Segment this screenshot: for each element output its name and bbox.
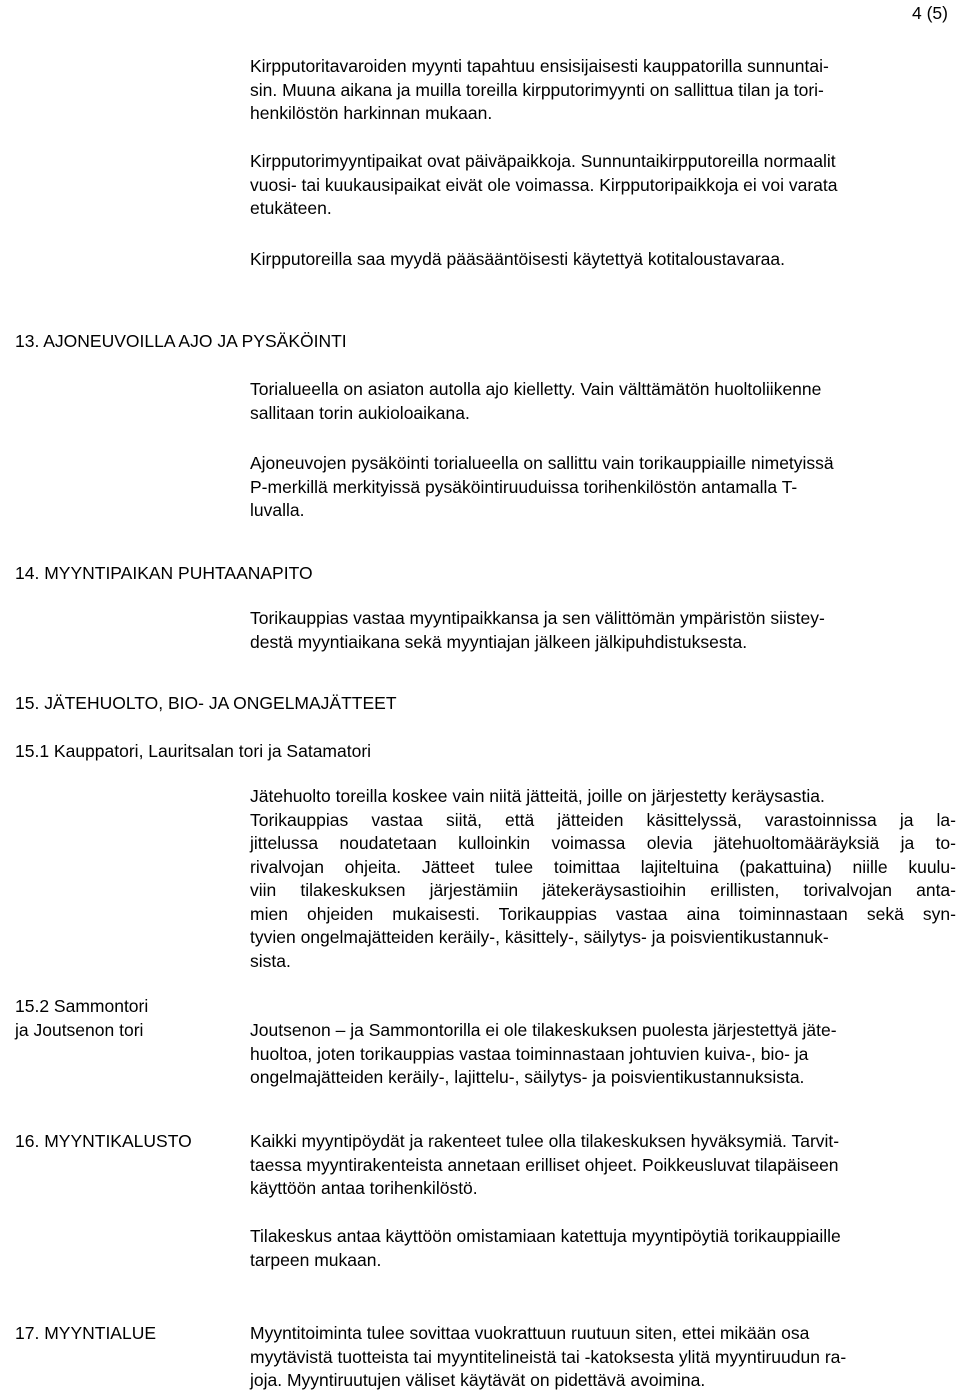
section-17-paragraph — [250, 1322, 950, 1393]
text-line: tarpeen mukaan. — [250, 1249, 382, 1270]
text-line: tyvien ongelmajätteiden keräily-, käsittely-, säilytys- ja poisvientikustannuk- — [250, 927, 829, 947]
text-line: sin. Muuna aikana ja muilla toreilla kirpputorimyynti on sallittua tilan ja tori- — [250, 79, 824, 100]
text-line: Joutsenon – ja Sammontorilla ei ole tilakeskuksen puolesta järjestettyä jäte- — [250, 1020, 837, 1040]
text-line: sallitaan torin aukioloaikana. — [250, 402, 470, 423]
text-line: sista. — [250, 950, 291, 971]
text-line: ja Joutsenon tori — [15, 1019, 144, 1040]
section-13-paragraph-1 — [250, 378, 950, 425]
text-line: etukäteen. — [250, 198, 332, 218]
text-line: Torikauppias vastaa myyntipaikkansa ja sen välittömän ympäristön siistey- — [250, 608, 825, 628]
text-line: käyttöön antaa torihenkilöstö. — [250, 1178, 478, 1198]
text-line: Kaikki myyntipöydät ja rakenteet tulee olla tilakeskuksen hyväksymiä. Tarvit- — [250, 1131, 840, 1151]
section-14-heading: 14. MYYNTIPAIKAN PUHTAANAPITO — [15, 563, 313, 583]
text-line: myytävistä tuotteista tai myyntitelineistä tai -katoksesta ylitä myyntiruudun ra- — [250, 1346, 847, 1367]
text-line: 15.2 Sammontori — [15, 996, 149, 1016]
intro-paragraph-1 — [250, 55, 945, 126]
section-15-2-paragraph — [250, 1019, 950, 1090]
text-line: destä myyntiaikana sekä myyntiajan jälkeen jälkipuhdistuksesta. — [250, 631, 748, 652]
page-number: 4 (5) — [912, 3, 948, 23]
text-line: Torialueella on asiaton autolla ajo kielletty. Vain välttämätön huoltoliikenne — [250, 379, 822, 399]
section-15-heading: 15. JÄTEHUOLTO, BIO- JA ONGELMAJÄTTEET — [15, 693, 397, 713]
text-line: vuosi- tai kuukausipaikat eivät ole voimassa. Kirpputoripaikkoja ei voi varata — [250, 174, 838, 195]
text-line: Jätehuolto toreilla koskee vain niitä jätteitä, joille on järjestetty keräysastia. — [250, 786, 825, 806]
section-15-2-heading — [15, 995, 235, 1042]
text-line: viin tilakeskuksen järjestämiin jätekeräysastioihin erillisten, torivalvojan anta- — [250, 880, 956, 900]
text-line: luvalla. — [250, 500, 305, 520]
section-13-paragraph-2 — [250, 452, 950, 523]
text-line: jittelussa noudatetaan kulloinkin voimassa olevia jätehuoltomääräyksiä ja to- — [250, 833, 956, 853]
text-line: Tilakeskus antaa käyttöön omistamiaan katettuja myyntipöytiä torikauppiaille — [250, 1226, 841, 1246]
section-17-heading: 17. MYYNTIALUE — [15, 1323, 157, 1343]
intro-paragraph-3 — [250, 248, 950, 272]
intro-paragraph-2 — [250, 150, 950, 221]
section-15-1-heading: 15.1 Kauppatori, Lauritsalan tori ja Satamatori — [15, 741, 372, 761]
section-16-heading: 16. MYYNTIKALUSTO — [15, 1131, 192, 1151]
text-line: mien ohjeiden mukaisesti. Torikauppias vastaa aina toiminnastaan sekä syn- — [250, 903, 956, 924]
text-line: henkilöstön harkinnan mukaan. — [250, 103, 493, 123]
text-line: joja. Myyntiruutujen väliset käytävät on pidettävä avoimina. — [250, 1370, 706, 1390]
section-14-paragraph-1 — [250, 607, 950, 654]
text-line: ongelmajätteiden keräily-, lajittelu-, säilytys- ja poisvientikustannuksista. — [250, 1067, 805, 1087]
text-line: Myyntitoiminta tulee sovittaa vuokrattuun ruutuun siten, ettei mikään osa — [250, 1323, 810, 1343]
text-line: Kirpputorimyyntipaikat ovat päiväpaikkoja. Sunnuntaikirpputoreilla normaalit — [250, 151, 836, 171]
text-line: Torikauppias vastaa siitä, että jätteiden käsittelyssä, varastoinnissa ja la- — [250, 809, 956, 830]
section-16-paragraph-1 — [250, 1130, 950, 1201]
section-13-heading: 13. AJONEUVOILLA AJO JA PYSÄKÖINTI — [15, 331, 347, 351]
text-line: Ajoneuvojen pysäköinti torialueella on sallittu vain torikauppiaille nimetyissä — [250, 453, 834, 473]
text-line: Kirpputoreilla saa myydä pääsääntöisesti käytettyä kotitaloustavaraa. — [250, 249, 786, 269]
section-16-paragraph-2 — [250, 1225, 950, 1272]
text-line: Kirpputoritavaroiden myynti tapahtuu ensisijaisesti kauppatorilla sunnuntai- — [250, 56, 829, 76]
section-15-1-paragraph — [250, 785, 956, 973]
text-line: taessa myyntirakenteista annetaan erilliset ohjeet. Poikkeusluvat tilapäiseen — [250, 1154, 839, 1175]
text-line: huoltoa, joten torikauppias vastaa toiminnastaan johtuvien kuiva-, bio- ja — [250, 1043, 809, 1064]
text-line: P-merkillä merkityissä pysäköintiruuduissa torihenkilöstön antamalla T- — [250, 476, 798, 497]
text-line: rivalvojan ohjeita. Jätteet tulee toimittaa lajiteltuina (pakattuina) niille kuulu- — [250, 856, 956, 877]
